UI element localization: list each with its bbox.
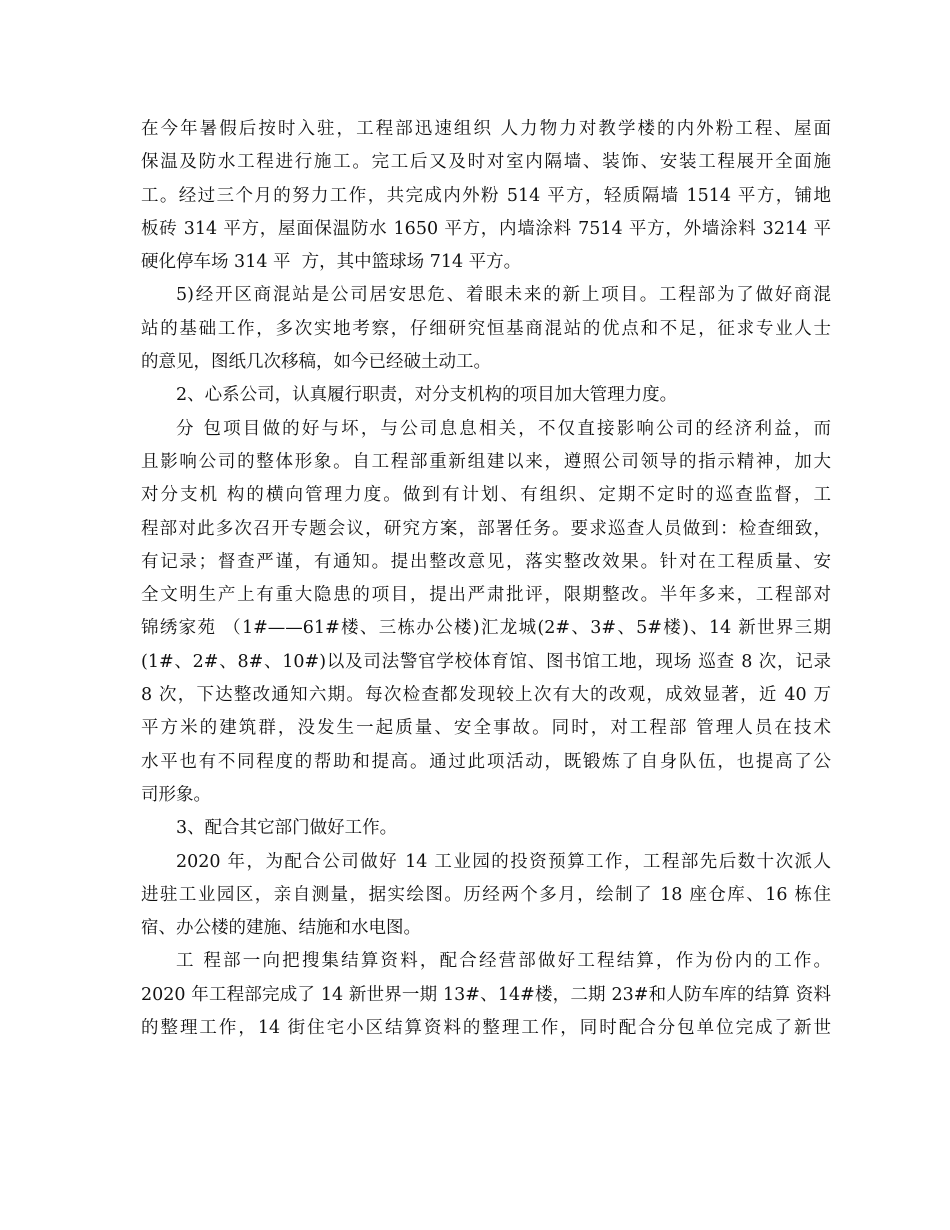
text-line: (1#、2#、8#、10#)以及司法警官学校体育馆、图书馆工地，现场 巡查 8 次，记录 (141, 651, 831, 672)
text-line: 有记录；督查严谨，有通知。提出整改意见，落实整改效果。针对在工程质量、安 (141, 551, 831, 572)
text-line: 分 包项目做的好与坏，与公司息息相关，不仅直接影响公司的经济利益，而 (176, 418, 831, 439)
text-line: 3、配合其它部门做好工作。 (176, 818, 398, 839)
text-line: 在今年暑假后按时入驻，工程部迅速组织 人力物力对教学楼的内外粉工程、屋面 (141, 119, 831, 139)
document-body (141, 113, 831, 1045)
text-line: 进驻工业园区，亲自测量，据实绘图。历经两个多月，绘制了 18 座仓库、16 栋住 (141, 884, 831, 905)
text-line: 宿、办公楼的建施、结施和水电图。 (141, 918, 421, 939)
text-line: 平方米的建筑群，没发生一起质量、安全事故。同时，对工程部 管理人员在技术 (141, 718, 831, 739)
text-line: 全文明生产上有重大隐患的项目，提出严肃批评，限期整改。半年多来，工程部对 (141, 585, 831, 606)
text-line: 水平也有不同程度的帮助和提高。通过此项活动，既锻炼了自身队伍，也提高了公 (141, 751, 831, 772)
text-line: 的整理工作，14 街住宅小区结算资料的整理工作，同时配合分包单位完成了新世 (141, 1018, 831, 1039)
text-line: 2、心系公司，认真履行职责，对分支机构的项目加大管理力度。 (176, 385, 678, 406)
text-line: 司形象。 (141, 784, 211, 805)
text-line: 硬化停车场 314 平 方，其中篮球场 714 平方。 (141, 252, 522, 273)
text-line: 程部对此多次召开专题会议，研究方案，部署任务。要求巡查人员做到：检查细致， (141, 518, 831, 539)
text-line: 对分支机 构的横向管理力度。做到有计划、有组织、定期不定时的巡查监督，工 (141, 485, 831, 506)
text-line: 5)经开区商混站是公司居安思危、着眼未来的新上项目。工程部为了做好商混 (176, 285, 831, 306)
text-line: 的意见，图纸几次移稿，如今已经破土动工。 (141, 352, 491, 373)
text-line: 工 程部一向把搜集结算资料，配合经营部做好工程结算，作为份内的工作。 (176, 951, 831, 972)
text-line: 2020 年，为配合公司做好 14 工业园的投资预算工作，工程部先后数十次派人 (176, 851, 831, 872)
text-line: 锦绣家苑 （1#——61#楼、三栋办公楼)汇龙城(2#、3#、5#楼)、14 新世界三期 (141, 618, 831, 639)
text-line: 2020 年工程部完成了 14 新世界一期 13#、14#楼，二期 23#和人防车库的结算 资料 (141, 984, 831, 1005)
text-line: 8 次，下达整改通知六期。每次检查都发现较上次有大的改观，成效显著，近 40 万 (141, 685, 831, 706)
text-line: 站的基础工作，多次实地考察，仔细研究恒基商混站的优点和不足，征求专业人士 (141, 318, 831, 339)
text-line: 工。经过三个月的努力工作，共完成内外粉 514 平方，轻质隔墙 1514 平方，铺地 (141, 185, 831, 206)
text-line: 板砖 314 平方，屋面保温防水 1650 平方，内墙涂料 7514 平方，外墙涂料 3214 平 (141, 218, 831, 239)
text-line: 保温及防水工程进行施工。完工后又及时对室内隔墙、装饰、安装工程展开全面施 (141, 152, 831, 173)
text-line: 且影响公司的整体形象。自工程部重新组建以来，遵照公司领导的指示精神，加大 (141, 451, 831, 472)
